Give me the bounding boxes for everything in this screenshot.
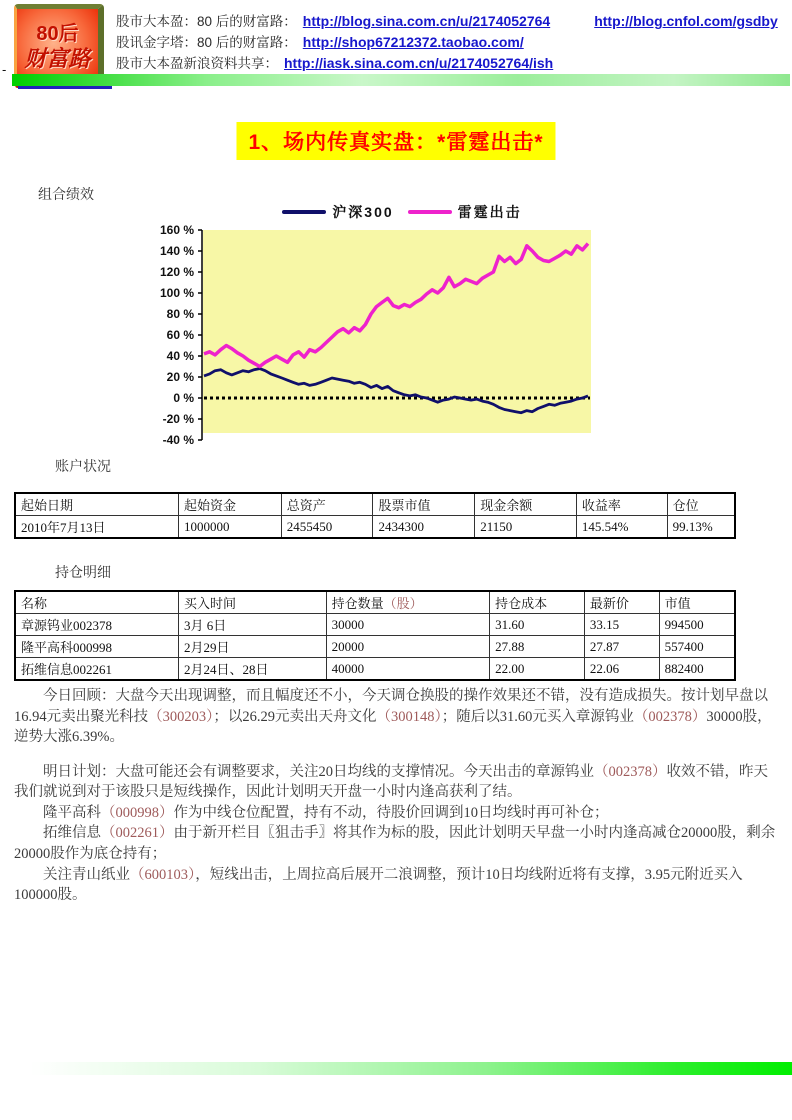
y-tick-label: 100 % bbox=[159, 286, 194, 300]
table-header-cell bbox=[326, 591, 490, 614]
table-cell: 隆平高科000998 bbox=[15, 636, 179, 658]
header-cell-segment: 最新价 bbox=[589, 596, 629, 611]
table-header-cell: 总资产 bbox=[281, 493, 373, 516]
header-cell-segment: 买入时间 bbox=[184, 596, 237, 611]
header-cell-segment: （股） bbox=[383, 596, 423, 611]
left-dash: - bbox=[2, 62, 7, 77]
text-segment: 由于新开栏目〖狙击手〗将其作为标的股，因此计划明天早盘一小时内逢高减仓20000股，剩余20000股作为底仓持有； bbox=[14, 825, 776, 863]
table-header-cell: 股票市值 bbox=[373, 493, 475, 516]
text-segment: 收效不错，昨天我们就说到对于该股只是短线操作，因此计划明天开盘一小时内逢高获利了结。 bbox=[14, 763, 768, 801]
stock-code: （002378） bbox=[594, 763, 667, 780]
table-cell: 20000 bbox=[326, 636, 490, 658]
commentary-text bbox=[14, 686, 780, 906]
y-tick-label: 0 % bbox=[173, 391, 194, 405]
y-tick-label: 80 % bbox=[166, 307, 194, 321]
table-header-cell bbox=[15, 591, 179, 614]
header-row-label: 股市大本盈：80 后的财富路： bbox=[116, 14, 297, 29]
table-cell: 994500 bbox=[659, 614, 735, 636]
y-tick-label: 40 % bbox=[166, 349, 194, 363]
header-link[interactable]: http://iask.sina.com.cn/u/2174052764/ish bbox=[284, 55, 554, 71]
table-row bbox=[15, 516, 735, 539]
page-title: 1、场内传真实盘：*雷霆出击* bbox=[236, 122, 555, 160]
chart-legend bbox=[206, 202, 598, 222]
header-link[interactable]: http://blog.cnfol.com/gsdby bbox=[594, 13, 778, 29]
table-cell: 21150 bbox=[475, 516, 577, 539]
account-status-table bbox=[14, 492, 736, 539]
text-segment: ；随后以31.60元买入章源钨业 bbox=[441, 708, 634, 725]
table-cell: 30000 bbox=[326, 614, 490, 636]
text-segment: 拓维信息 bbox=[43, 825, 101, 842]
table-header-cell: 收益率 bbox=[576, 493, 667, 516]
footer-divider-bar bbox=[30, 1062, 792, 1075]
table-header-cell: 现金余额 bbox=[475, 493, 577, 516]
header-divider-underline bbox=[18, 86, 112, 89]
table-cell: 2月24日、28日 bbox=[179, 658, 327, 681]
table-cell: 2434300 bbox=[373, 516, 475, 539]
table-cell: 2月29日 bbox=[179, 636, 327, 658]
header-link[interactable]: http://blog.sina.com.cn/u/2174052764 bbox=[302, 13, 551, 29]
y-tick-label: 120 % bbox=[159, 265, 194, 279]
text-segment: 作为中线仓位配置，持有不动，待股价回调到10日均线时再可补仓； bbox=[173, 804, 609, 821]
table-row bbox=[15, 614, 735, 636]
section-label-performance: 组合绩效 bbox=[38, 188, 94, 203]
table-cell: 3月 6日 bbox=[179, 614, 327, 636]
table-cell: 27.87 bbox=[584, 636, 659, 658]
table-header-cell: 起始资金 bbox=[179, 493, 282, 516]
table-cell: 章源钨业002378 bbox=[15, 614, 179, 636]
header-row-label: 股市大本盈新浪资料共享： bbox=[116, 56, 278, 71]
stock-code: （002261） bbox=[101, 825, 174, 842]
commentary-paragraph bbox=[14, 686, 780, 748]
logo-line1: 80后 bbox=[36, 22, 79, 45]
text-segment: ；以26.29元卖出天舟文化 bbox=[213, 708, 377, 725]
y-tick-label: 160 % bbox=[159, 223, 194, 237]
positions-table bbox=[14, 590, 736, 681]
text-segment: ，短线出击，上周拉高后展开二浪调整，预计10日均线附近将有支撑，3.95元附近买入100000股。 bbox=[14, 866, 743, 904]
legend-label: 雷霆出击 bbox=[457, 204, 522, 220]
header-cell-segment: 名称 bbox=[21, 596, 48, 611]
header-links bbox=[116, 10, 786, 73]
commentary-paragraph bbox=[14, 823, 780, 864]
table-cell: 拓维信息002261 bbox=[15, 658, 179, 681]
header-cell-segment: 持仓成本 bbox=[495, 596, 548, 611]
table-cell: 31.60 bbox=[490, 614, 585, 636]
y-tick-label: -20 % bbox=[162, 412, 194, 426]
legend-label: 沪深300 bbox=[332, 204, 394, 220]
stock-code: （000998） bbox=[101, 804, 174, 821]
table-header-cell: 仓位 bbox=[667, 493, 735, 516]
text-segment: 30000股，逆势大涨6.39%。 bbox=[14, 708, 772, 746]
stock-code: （002378） bbox=[633, 708, 707, 725]
table-header-cell bbox=[659, 591, 735, 614]
table-header-cell bbox=[179, 591, 327, 614]
commentary-paragraph bbox=[14, 803, 780, 824]
table-cell: 2010年7月13日 bbox=[15, 516, 179, 539]
table-header-row bbox=[15, 591, 735, 614]
table-cell: 40000 bbox=[326, 658, 490, 681]
table-cell: 145.54% bbox=[576, 516, 667, 539]
text-segment: 关注青山纸业 bbox=[43, 866, 130, 883]
commentary-paragraph bbox=[14, 762, 780, 803]
performance-chart bbox=[146, 202, 598, 454]
y-tick-label: 20 % bbox=[166, 370, 194, 384]
table-cell: 33.15 bbox=[584, 614, 659, 636]
table-cell: 22.06 bbox=[584, 658, 659, 681]
header-row bbox=[116, 10, 786, 31]
table-header-cell: 起始日期 bbox=[15, 493, 179, 516]
stock-code: （600103） bbox=[130, 866, 196, 883]
legend-item bbox=[408, 202, 522, 222]
header-divider-bar bbox=[12, 74, 790, 86]
section-label-account: 账户状况 bbox=[55, 460, 111, 475]
header-row-label: 股讯金字塔：80 后的财富路： bbox=[116, 35, 297, 50]
text-segment: 今日回顾：大盘今天出现调整，而且幅度还不小，今天调仓换股的操作效果还不错，没有造成损失。按计划早盘以16.94元卖出聚光科技 bbox=[14, 688, 768, 725]
header-row bbox=[116, 52, 786, 73]
table-cell: 2455450 bbox=[281, 516, 373, 539]
legend-line-swatch bbox=[282, 210, 326, 214]
chart-plot bbox=[146, 222, 598, 454]
text-segment: 隆平高科 bbox=[43, 804, 101, 821]
table-cell: 22.00 bbox=[490, 658, 585, 681]
table-header-row bbox=[15, 493, 735, 516]
table-cell: 557400 bbox=[659, 636, 735, 658]
text-segment: 明日计划：大盘可能还会有调整要求，关注20日均线的支撑情况。今天出击的章源钨业 bbox=[43, 763, 594, 780]
header-link[interactable]: http://shop67212372.taobao.com/ bbox=[302, 34, 524, 50]
table-cell: 27.88 bbox=[490, 636, 585, 658]
section-label-positions: 持仓明细 bbox=[55, 566, 111, 581]
plot-background bbox=[203, 230, 591, 433]
legend-item bbox=[282, 202, 393, 222]
table-cell: 1000000 bbox=[179, 516, 282, 539]
table-header-cell bbox=[490, 591, 585, 614]
table-row bbox=[15, 636, 735, 658]
header-cell-segment: 持仓数量 bbox=[331, 596, 384, 611]
y-tick-label: 60 % bbox=[166, 328, 194, 342]
table-row bbox=[15, 658, 735, 681]
stock-code: （300203） bbox=[148, 708, 214, 725]
table-cell: 99.13% bbox=[667, 516, 735, 539]
legend-line-swatch bbox=[408, 210, 452, 214]
y-tick-label: 140 % bbox=[159, 244, 194, 258]
commentary-paragraph bbox=[14, 865, 780, 906]
table-cell: 882400 bbox=[659, 658, 735, 681]
header-row bbox=[116, 31, 786, 52]
stock-code: （300148） bbox=[376, 708, 442, 725]
y-tick-label: -40 % bbox=[162, 433, 194, 447]
header-cell-segment: 市值 bbox=[664, 596, 691, 611]
table-header-cell bbox=[584, 591, 659, 614]
logo-line2: 财富路 bbox=[24, 45, 91, 71]
